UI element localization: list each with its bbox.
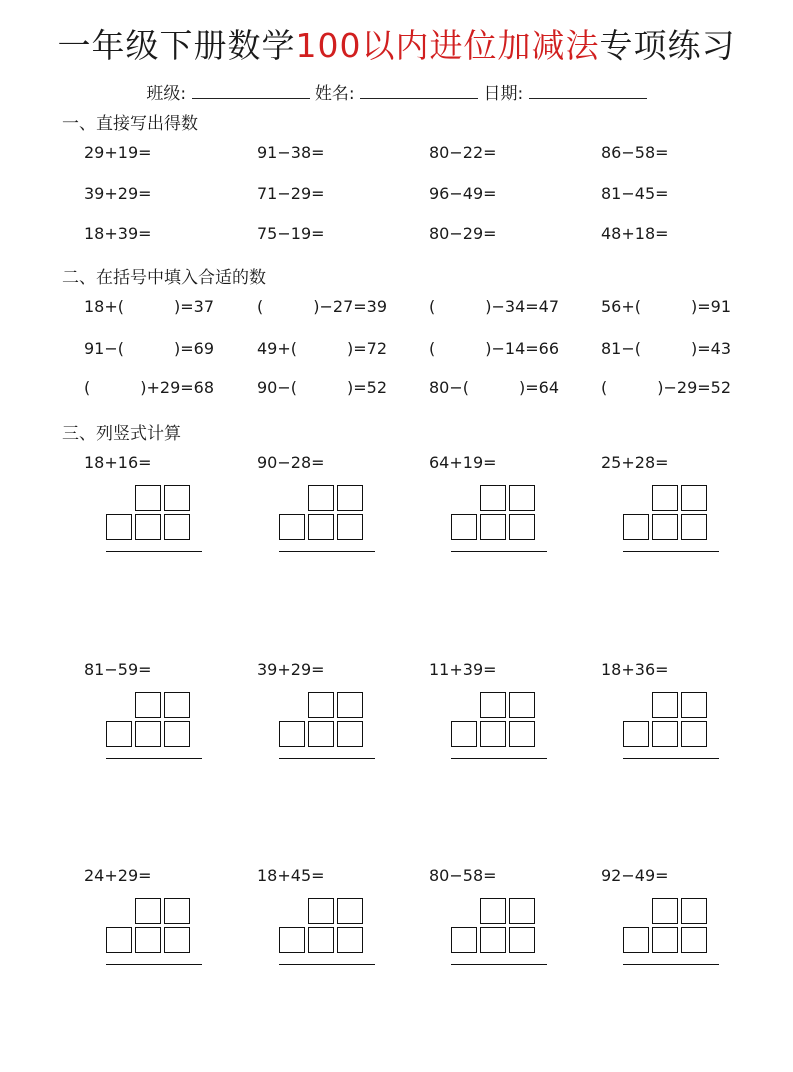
- answer-box[interactable]: [106, 721, 132, 747]
- fill-blank-left-part: 80−(: [429, 378, 470, 397]
- calc-underline: [279, 758, 375, 759]
- fill-blank-right-part: )−34=47: [485, 297, 560, 316]
- calc-underline: [623, 551, 719, 552]
- answer-box[interactable]: [308, 898, 334, 924]
- fill-blank-left-part: 18+(: [84, 297, 125, 316]
- vertical-calc-workspace: [279, 692, 379, 776]
- title-highlight: 100以内进位加减法: [295, 26, 600, 65]
- answer-box[interactable]: [135, 898, 161, 924]
- mental-math-problem: 86−58=: [601, 143, 669, 162]
- answer-box[interactable]: [652, 898, 678, 924]
- page-title: [0, 24, 793, 68]
- vertical-calc-workspace: [451, 692, 551, 776]
- title-part-1: 一年级下册数学: [57, 26, 296, 65]
- name-blank[interactable]: [360, 82, 478, 99]
- answer-box[interactable]: [480, 485, 506, 511]
- mental-math-problem: 48+18=: [601, 224, 669, 243]
- answer-box[interactable]: [451, 514, 477, 540]
- vertical-calc-problem: 25+28=: [601, 453, 669, 472]
- answer-box[interactable]: [681, 485, 707, 511]
- answer-box[interactable]: [681, 898, 707, 924]
- vertical-calc-problem: 18+36=: [601, 660, 669, 679]
- answer-box[interactable]: [623, 514, 649, 540]
- answer-box[interactable]: [509, 485, 535, 511]
- fill-blank-left-part: (: [257, 297, 264, 316]
- answer-box[interactable]: [681, 927, 707, 953]
- fill-blank-left-part: (: [84, 378, 91, 397]
- fill-blank-left-part: (: [601, 378, 608, 397]
- mental-math-problem: 29+19=: [84, 143, 152, 162]
- vertical-calc-workspace: [623, 692, 723, 776]
- answer-box[interactable]: [623, 927, 649, 953]
- answer-box[interactable]: [509, 514, 535, 540]
- answer-box[interactable]: [480, 721, 506, 747]
- title-part-2: 专项练习: [599, 26, 736, 65]
- calc-underline: [106, 551, 202, 552]
- answer-box[interactable]: [164, 927, 190, 953]
- fill-blank-right-part: )=69: [174, 339, 215, 358]
- answer-box[interactable]: [135, 514, 161, 540]
- vertical-calc-problem: 24+29=: [84, 866, 152, 885]
- answer-box[interactable]: [681, 692, 707, 718]
- answer-box[interactable]: [279, 514, 305, 540]
- fill-blank-right-part: )=43: [691, 339, 732, 358]
- vertical-calc-problem: 18+16=: [84, 453, 152, 472]
- answer-box[interactable]: [135, 721, 161, 747]
- answer-box[interactable]: [308, 927, 334, 953]
- answer-box[interactable]: [135, 692, 161, 718]
- date-blank[interactable]: [529, 82, 647, 99]
- answer-box[interactable]: [451, 927, 477, 953]
- fill-blank-right-part: )+29=68: [140, 378, 215, 397]
- answer-box[interactable]: [652, 485, 678, 511]
- calc-underline: [451, 551, 547, 552]
- vertical-calc-workspace: [451, 485, 551, 569]
- vertical-calc-problem: 90−28=: [257, 453, 325, 472]
- answer-box[interactable]: [509, 721, 535, 747]
- name-label: 姓名:: [314, 84, 355, 104]
- vertical-calc-problem: 39+29=: [257, 660, 325, 679]
- vertical-calc-workspace: [106, 898, 206, 982]
- answer-box[interactable]: [652, 514, 678, 540]
- calc-underline: [451, 758, 547, 759]
- section-3-heading: 三、列竖式计算: [62, 424, 181, 444]
- answer-box[interactable]: [509, 898, 535, 924]
- date-label: 日期:: [483, 84, 524, 104]
- student-info-row: [0, 82, 793, 105]
- answer-box[interactable]: [652, 927, 678, 953]
- fill-blank-right-part: )=91: [691, 297, 732, 316]
- answer-box[interactable]: [308, 692, 334, 718]
- fill-blank-right-part: )−14=66: [485, 339, 560, 358]
- answer-box[interactable]: [279, 721, 305, 747]
- fill-blank-left-part: 91−(: [84, 339, 125, 358]
- mental-math-problem: 18+39=: [84, 224, 152, 243]
- calc-underline: [623, 964, 719, 965]
- calc-underline: [279, 964, 375, 965]
- fill-blank-right-part: )−27=39: [313, 297, 388, 316]
- answer-box[interactable]: [652, 721, 678, 747]
- vertical-calc-problem: 81−59=: [84, 660, 152, 679]
- answer-box[interactable]: [337, 485, 363, 511]
- fill-blank-left-part: 56+(: [601, 297, 642, 316]
- answer-box[interactable]: [509, 692, 535, 718]
- vertical-calc-problem: 18+45=: [257, 866, 325, 885]
- mental-math-problem: 80−29=: [429, 224, 497, 243]
- answer-box[interactable]: [451, 721, 477, 747]
- answer-box[interactable]: [480, 898, 506, 924]
- mental-math-problem: 81−45=: [601, 184, 669, 203]
- answer-box[interactable]: [308, 514, 334, 540]
- calc-underline: [106, 964, 202, 965]
- vertical-calc-workspace: [279, 485, 379, 569]
- vertical-calc-workspace: [451, 898, 551, 982]
- answer-box[interactable]: [135, 927, 161, 953]
- answer-box[interactable]: [623, 721, 649, 747]
- fill-blank-left-part: 49+(: [257, 339, 298, 358]
- calc-underline: [279, 551, 375, 552]
- answer-box[interactable]: [509, 927, 535, 953]
- answer-box[interactable]: [308, 721, 334, 747]
- answer-box[interactable]: [164, 485, 190, 511]
- answer-box[interactable]: [337, 514, 363, 540]
- fill-blank-right-part: )=72: [347, 339, 388, 358]
- vertical-calc-problem: 80−58=: [429, 866, 497, 885]
- answer-box[interactable]: [681, 721, 707, 747]
- mental-math-problem: 80−22=: [429, 143, 497, 162]
- fill-blank-left-part: 81−(: [601, 339, 642, 358]
- answer-box[interactable]: [681, 514, 707, 540]
- answer-box[interactable]: [337, 721, 363, 747]
- calc-underline: [451, 964, 547, 965]
- calc-underline: [106, 758, 202, 759]
- vertical-calc-workspace: [106, 692, 206, 776]
- answer-box[interactable]: [337, 692, 363, 718]
- answer-box[interactable]: [652, 692, 678, 718]
- answer-box[interactable]: [106, 514, 132, 540]
- vertical-calc-workspace: [279, 898, 379, 982]
- mental-math-problem: 96−49=: [429, 184, 497, 203]
- calc-underline: [623, 758, 719, 759]
- vertical-calc-workspace: [106, 485, 206, 569]
- answer-box[interactable]: [480, 692, 506, 718]
- mental-math-problem: 91−38=: [257, 143, 325, 162]
- answer-box[interactable]: [135, 485, 161, 511]
- answer-box[interactable]: [164, 692, 190, 718]
- vertical-calc-workspace: [623, 898, 723, 982]
- vertical-calc-problem: 64+19=: [429, 453, 497, 472]
- fill-blank-right-part: )=64: [519, 378, 560, 397]
- fill-blank-right-part: )−29=52: [657, 378, 732, 397]
- mental-math-problem: 71−29=: [257, 184, 325, 203]
- answer-box[interactable]: [480, 514, 506, 540]
- mental-math-problem: 75−19=: [257, 224, 325, 243]
- section-2-heading: 二、在括号中填入合适的数: [62, 268, 266, 288]
- answer-box[interactable]: [337, 898, 363, 924]
- answer-box[interactable]: [164, 721, 190, 747]
- answer-box[interactable]: [106, 927, 132, 953]
- fill-blank-right-part: )=52: [347, 378, 388, 397]
- answer-box[interactable]: [279, 927, 305, 953]
- answer-box[interactable]: [164, 898, 190, 924]
- vertical-calc-workspace: [623, 485, 723, 569]
- class-label: 班级:: [146, 84, 187, 104]
- vertical-calc-problem: 92−49=: [601, 866, 669, 885]
- answer-box[interactable]: [337, 927, 363, 953]
- answer-box[interactable]: [480, 927, 506, 953]
- answer-box[interactable]: [164, 514, 190, 540]
- vertical-calc-problem: 11+39=: [429, 660, 497, 679]
- fill-blank-left-part: (: [429, 339, 436, 358]
- answer-box[interactable]: [308, 485, 334, 511]
- section-1-heading: 一、直接写出得数: [62, 114, 198, 134]
- fill-blank-right-part: )=37: [174, 297, 215, 316]
- mental-math-problem: 39+29=: [84, 184, 152, 203]
- class-blank[interactable]: [192, 82, 310, 99]
- fill-blank-left-part: (: [429, 297, 436, 316]
- fill-blank-left-part: 90−(: [257, 378, 298, 397]
